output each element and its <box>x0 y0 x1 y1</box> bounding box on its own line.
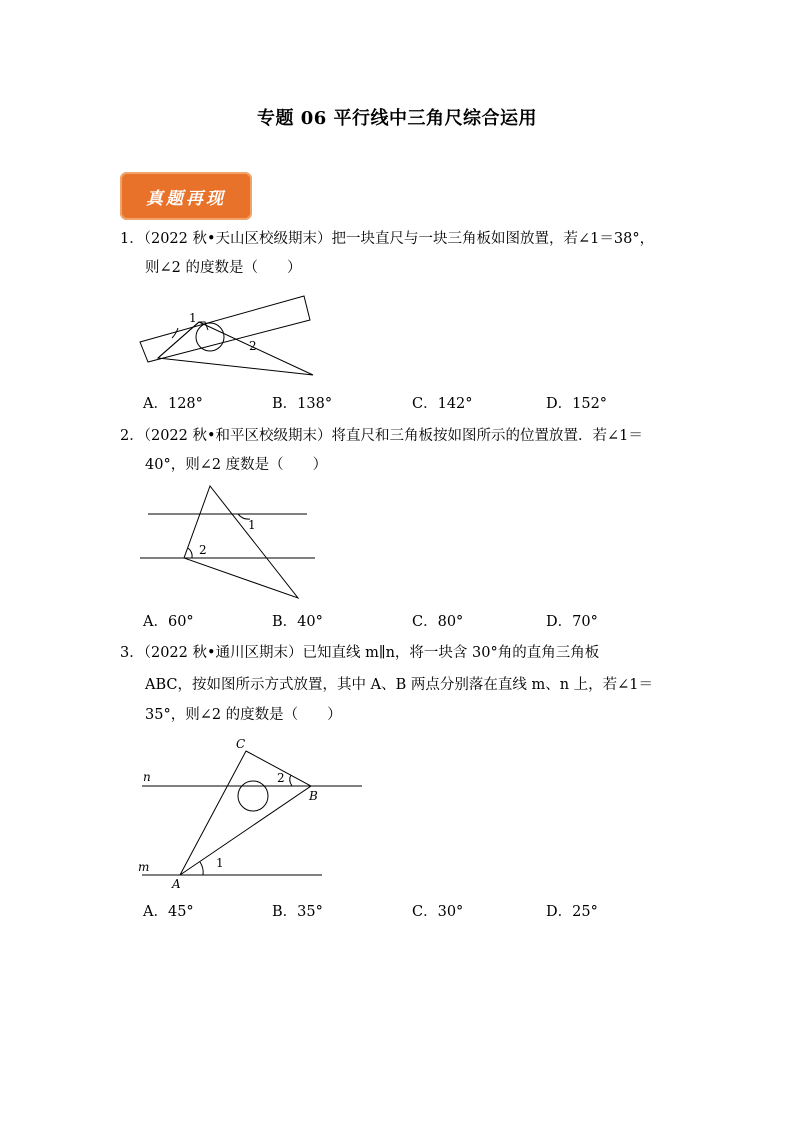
question-2-text-line-2: 40°，则∠2 度数是（ ） <box>145 457 328 473</box>
angle-1-arc <box>200 862 203 875</box>
question-1-option-a[interactable]: A．128° <box>143 396 203 412</box>
triangle-abc <box>180 751 311 875</box>
question-2-option-c[interactable]: C．80° <box>412 614 464 630</box>
section-badge-label: 真题再现 <box>146 189 226 209</box>
question-1-text-line-2: 则∠2 的度数是（ ） <box>145 260 302 276</box>
question-3-text-line-1: 3．（2022 秋•通川区期末）已知直线 m∥n，将一块含 30°角的直角三角板 <box>120 645 600 661</box>
question-1-option-d[interactable]: D．152° <box>546 396 608 412</box>
question-3-option-b[interactable]: B．35° <box>272 904 323 920</box>
question-2-option-b[interactable]: B．40° <box>272 614 323 630</box>
question-2-text-line-1: 2．（2022 秋•和平区校级期末）将直尺和三角板按如图所示的位置放置．若∠1＝ <box>120 428 643 444</box>
vertex-label-a: A <box>172 877 181 891</box>
question-3-text-line-2: ABC，按如图所示方式放置，其中 A、B 两点分别落在直线 m、n 上，若∠1＝ <box>145 677 654 693</box>
figure-label-1: 1 <box>216 856 224 870</box>
question-2-option-a[interactable]: A．60° <box>143 614 194 630</box>
question-2-option-d[interactable]: D．70° <box>546 614 598 630</box>
angle-2-arc <box>290 775 292 786</box>
line-label-m: m <box>138 860 150 874</box>
vertex-label-c: C <box>236 737 246 751</box>
figure-label-2: 2 <box>277 771 285 785</box>
figure-label-1: 1 <box>189 311 197 325</box>
vertex-label-b: B <box>309 789 318 803</box>
page-title: 专题 06 平行线中三角尺综合运用 <box>256 108 538 129</box>
question-3-option-d[interactable]: D．25° <box>546 904 598 920</box>
figure-label-1: 1 <box>248 518 256 532</box>
question-1-option-c[interactable]: C．142° <box>412 396 473 412</box>
figure-label-2: 2 <box>199 543 207 557</box>
question-3-option-a[interactable]: A．45° <box>143 904 194 920</box>
question-1-text-line-1: 1．（2022 秋•天山区校级期末）把一块直尺与一块三角板如图放置，若∠1＝38°， <box>120 231 655 247</box>
question-3-option-c[interactable]: C．30° <box>412 904 464 920</box>
question-3-text-line-3: 35°，则∠2 的度数是（ ） <box>145 707 342 723</box>
line-label-n: n <box>143 770 151 784</box>
question-1-option-b[interactable]: B．138° <box>272 396 333 412</box>
figure-label-2: 2 <box>249 339 257 353</box>
